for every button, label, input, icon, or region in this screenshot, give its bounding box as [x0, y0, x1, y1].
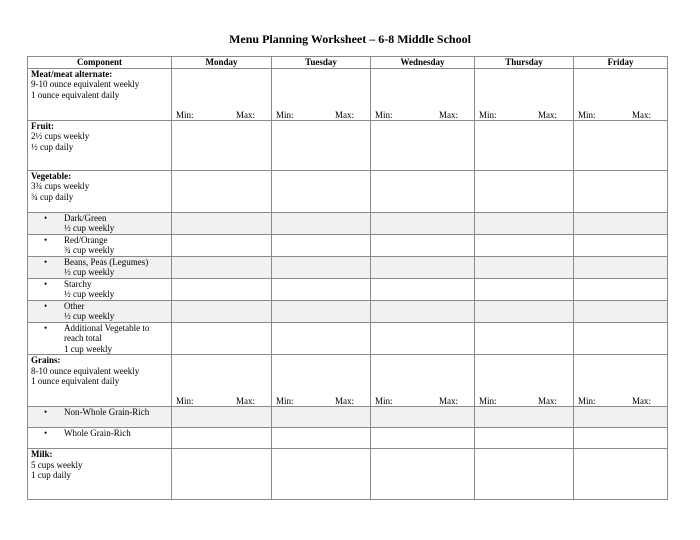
tuesday-red-orange-cell[interactable]: [272, 234, 371, 256]
component-line: 1 ounce equivalent daily: [31, 376, 120, 386]
tuesday-non-whole-cell[interactable]: [272, 407, 371, 428]
component-cell: [28, 212, 172, 234]
row-additional-vegetable: [28, 322, 668, 355]
wednesday-additional-cell[interactable]: [371, 322, 475, 355]
header-row: [28, 57, 668, 69]
max-label: Max:: [632, 396, 651, 406]
component-title: Milk:: [31, 449, 53, 459]
row-grains: [28, 355, 668, 407]
thursday-meat-cell[interactable]: [475, 68, 574, 120]
row-other: [28, 300, 668, 322]
component-cell: [28, 170, 172, 212]
wednesday-whole-cell[interactable]: [371, 428, 475, 449]
col-header-wednesday: Wednesday: [371, 57, 475, 69]
component-cell: [28, 355, 172, 407]
row-non-whole-grain: [28, 407, 668, 428]
page-title: Menu Planning Worksheet – 6-8 Middle School: [229, 32, 471, 46]
wednesday-red-orange-cell[interactable]: [371, 234, 475, 256]
component-line: 2½ cups weekly: [31, 131, 90, 141]
component-title: Meat/meat alternate:: [31, 68, 113, 79]
max-label: Max:: [236, 396, 255, 406]
bullet-icon: •: [44, 300, 48, 311]
col-header-thursday: Thursday: [475, 57, 574, 69]
tuesday-dark-green-cell[interactable]: [272, 212, 371, 234]
monday-meat-cell[interactable]: [172, 68, 272, 120]
row-red-orange: [28, 234, 668, 256]
component-cell: [28, 234, 172, 256]
max-label: Max:: [335, 109, 354, 120]
wednesday-dark-green-cell[interactable]: [371, 212, 475, 234]
component-line: Non-Whole Grain-Rich: [64, 407, 150, 417]
wednesday-fruit-cell[interactable]: [371, 120, 475, 170]
monday-dark-green-cell[interactable]: [172, 212, 272, 234]
monday-vegetable-cell[interactable]: [172, 170, 272, 212]
thursday-additional-cell[interactable]: [475, 322, 574, 355]
tuesday-starchy-cell[interactable]: [272, 278, 371, 300]
monday-other-cell[interactable]: [172, 300, 272, 322]
row-starchy: [28, 278, 668, 300]
component-line: ½ cup weekly: [64, 289, 115, 299]
row-vegetable: [28, 170, 668, 212]
thursday-other-cell[interactable]: [475, 300, 574, 322]
component-cell: [28, 407, 172, 428]
component-cell: [28, 120, 172, 170]
tuesday-vegetable-cell[interactable]: [272, 170, 371, 212]
monday-red-orange-cell[interactable]: [172, 234, 272, 256]
monday-non-whole-cell[interactable]: [172, 407, 272, 428]
thursday-fruit-cell[interactable]: [475, 120, 574, 170]
component-title: Fruit:: [31, 120, 54, 131]
component-line: 1 cup daily: [31, 470, 71, 480]
max-label: Max:: [439, 109, 458, 120]
bullet-icon: •: [44, 322, 48, 333]
wednesday-beans-cell[interactable]: [371, 256, 475, 278]
tuesday-additional-cell[interactable]: [272, 322, 371, 355]
component-cell: [28, 278, 172, 300]
monday-additional-cell[interactable]: [172, 322, 272, 355]
tuesday-beans-cell[interactable]: [272, 256, 371, 278]
min-label: Min:: [479, 109, 497, 120]
row-whole-grain: [28, 428, 668, 449]
friday-grains-cell[interactable]: [574, 355, 668, 407]
component-line: Other: [64, 300, 85, 311]
bullet-icon: •: [44, 407, 48, 417]
component-title: Grains:: [31, 355, 61, 365]
component-cell: [28, 300, 172, 322]
wednesday-meat-cell[interactable]: [371, 68, 475, 120]
wednesday-vegetable-cell[interactable]: [371, 170, 475, 212]
component-line: Whole Grain-Rich: [64, 428, 131, 438]
thursday-dark-green-cell[interactable]: [475, 212, 574, 234]
min-label: Min:: [276, 109, 294, 120]
friday-fruit-cell[interactable]: [574, 120, 668, 170]
thursday-red-orange-cell[interactable]: [475, 234, 574, 256]
max-label: Max:: [538, 109, 557, 120]
col-header-friday: Friday: [574, 57, 668, 69]
bullet-icon: •: [44, 234, 48, 245]
friday-meat-cell[interactable]: [574, 68, 668, 120]
min-label: Min:: [176, 396, 194, 406]
tuesday-milk-cell[interactable]: [272, 449, 371, 500]
max-label: Max:: [538, 396, 557, 406]
row-dark-green: [28, 212, 668, 234]
component-line: Starchy: [64, 278, 92, 289]
tuesday-other-cell[interactable]: [272, 300, 371, 322]
friday-red-orange-cell[interactable]: [574, 234, 668, 256]
wednesday-non-whole-cell[interactable]: [371, 407, 475, 428]
min-label: Min:: [276, 396, 294, 406]
component-line: ¾ cup weekly: [64, 245, 115, 255]
component-line: Additional Vegetable to: [64, 322, 150, 333]
bullet-icon: •: [44, 256, 48, 267]
monday-starchy-cell[interactable]: [172, 278, 272, 300]
friday-milk-cell[interactable]: [574, 449, 668, 500]
friday-whole-cell[interactable]: [574, 428, 668, 449]
friday-non-whole-cell[interactable]: [574, 407, 668, 428]
component-line: 1 cup weekly: [64, 343, 112, 354]
thursday-milk-cell[interactable]: [475, 449, 574, 500]
component-line: Red/Orange: [64, 234, 108, 245]
component-cell: [28, 256, 172, 278]
max-label: Max:: [236, 109, 255, 120]
friday-starchy-cell[interactable]: [574, 278, 668, 300]
bullet-icon: •: [44, 428, 48, 438]
wednesday-grains-cell[interactable]: [371, 355, 475, 407]
component-line: 8-10 ounce equivalent weekly: [31, 365, 140, 376]
wednesday-other-cell[interactable]: [371, 300, 475, 322]
bullet-icon: •: [44, 278, 48, 289]
component-line: Dark/Green: [64, 212, 107, 223]
component-line: 5 cups weekly: [31, 459, 83, 470]
component-line: 9-10 ounce equivalent weekly: [31, 79, 140, 89]
monday-grains-cell[interactable]: [172, 355, 272, 407]
component-title: Vegetable:: [31, 170, 72, 181]
col-header-monday: Monday: [172, 57, 272, 69]
menu-planning-table: [27, 56, 668, 500]
component-line: ½ cup weekly: [64, 311, 115, 321]
min-label: Min:: [578, 396, 596, 406]
component-cell: [28, 68, 172, 120]
component-line: 3¾ cups weekly: [31, 181, 90, 191]
tuesday-meat-cell[interactable]: [272, 68, 371, 120]
row-beans-peas: [28, 256, 668, 278]
thursday-beans-cell[interactable]: [475, 256, 574, 278]
min-label: Min:: [578, 109, 596, 120]
min-label: Min:: [375, 109, 393, 120]
friday-beans-cell[interactable]: [574, 256, 668, 278]
component-line: ¾ cup daily: [31, 191, 74, 202]
component-line: reach total: [64, 333, 102, 343]
thursday-starchy-cell[interactable]: [475, 278, 574, 300]
bullet-icon: •: [44, 212, 48, 223]
min-label: Min:: [479, 396, 497, 406]
tuesday-grains-cell[interactable]: [272, 355, 371, 407]
monday-beans-cell[interactable]: [172, 256, 272, 278]
wednesday-milk-cell[interactable]: [371, 449, 475, 500]
friday-dark-green-cell[interactable]: [574, 212, 668, 234]
component-line: Beans, Peas (Legumes): [64, 256, 149, 267]
friday-additional-cell[interactable]: [574, 322, 668, 355]
min-label: Min:: [176, 109, 194, 120]
row-meat: [28, 68, 668, 120]
friday-other-cell[interactable]: [574, 300, 668, 322]
friday-vegetable-cell[interactable]: [574, 170, 668, 212]
min-label: Min:: [375, 396, 393, 406]
row-fruit: [28, 120, 668, 170]
thursday-non-whole-cell[interactable]: [475, 407, 574, 428]
component-cell: [28, 449, 172, 500]
monday-fruit-cell[interactable]: [172, 120, 272, 170]
max-label: Max:: [632, 109, 651, 120]
component-line: ½ cup daily: [31, 141, 74, 152]
max-label: Max:: [439, 396, 458, 406]
monday-milk-cell[interactable]: [172, 449, 272, 500]
tuesday-fruit-cell[interactable]: [272, 120, 371, 170]
component-cell: [28, 322, 172, 355]
row-milk: [28, 449, 668, 500]
wednesday-starchy-cell[interactable]: [371, 278, 475, 300]
component-line: 1 ounce equivalent daily: [31, 89, 120, 100]
component-cell: [28, 428, 172, 449]
monday-whole-cell[interactable]: [172, 428, 272, 449]
max-label: Max:: [335, 396, 354, 406]
thursday-vegetable-cell[interactable]: [475, 170, 574, 212]
col-header-tuesday: Tuesday: [272, 57, 371, 69]
col-header-component: Component: [28, 57, 172, 69]
thursday-whole-cell[interactable]: [475, 428, 574, 449]
component-line: ½ cup weekly: [64, 267, 115, 277]
component-line: ½ cup weekly: [64, 223, 115, 233]
thursday-grains-cell[interactable]: [475, 355, 574, 407]
tuesday-whole-cell[interactable]: [272, 428, 371, 449]
